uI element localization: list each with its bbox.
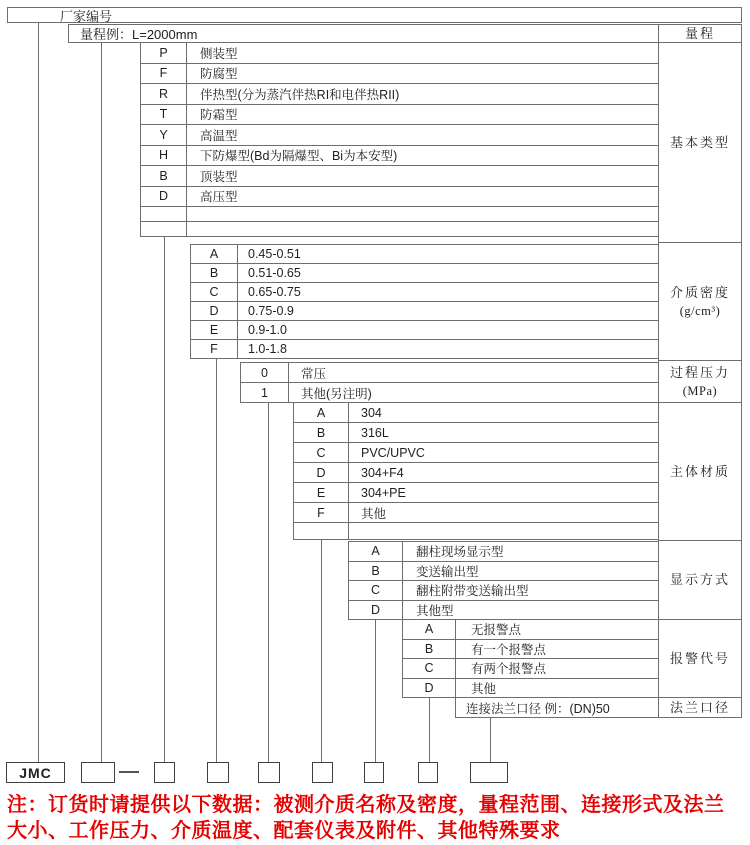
- connector-line-display: [375, 620, 376, 762]
- connector-line-alarm: [429, 698, 430, 762]
- code-box-display: [364, 762, 384, 783]
- table-row: [191, 283, 658, 302]
- table-row: [294, 423, 658, 443]
- desc-cell: 有一个报警点: [471, 642, 547, 657]
- code-cell: A: [349, 542, 403, 561]
- desc-cell: 下防爆型(Bd为隔爆型、Bi为本安型): [200, 149, 398, 164]
- code-cell: D: [403, 679, 456, 698]
- code-cell: D: [349, 601, 403, 620]
- desc-cell: 其他: [471, 681, 497, 696]
- desc-cell: PVC/UPVC: [361, 445, 425, 460]
- code-cell: R: [141, 84, 187, 104]
- factory-code-box: [7, 7, 742, 23]
- desc-cell: 翻柱附带变送输出型: [416, 584, 529, 599]
- empty-row: [294, 523, 658, 540]
- table-row: [403, 620, 658, 640]
- desc-cell: 变送输出型: [416, 564, 479, 579]
- table-row: [141, 43, 658, 64]
- code-cell: C: [403, 659, 456, 678]
- code-cell: C: [191, 283, 238, 301]
- density-table: [190, 244, 658, 359]
- connector-line-factory: [38, 23, 39, 762]
- desc-cell: 304: [361, 405, 382, 420]
- connector-line-basic: [164, 237, 165, 762]
- flange-desc: 连接法兰口径 例：(DN)50: [466, 701, 610, 716]
- table-row: [403, 640, 658, 660]
- table-row: [294, 483, 658, 503]
- table-row: [191, 340, 658, 359]
- code-cell: A: [191, 245, 238, 263]
- label-cell-display: 显示方式: [659, 541, 741, 620]
- code-cell: B: [403, 640, 456, 659]
- code-cell: F: [294, 503, 349, 522]
- code-cell: F: [141, 64, 187, 84]
- desc-cell: 翻柱现场显示型: [416, 545, 504, 560]
- label-cell-alarm: 报警代号: [659, 620, 741, 698]
- desc-cell: 高压型: [200, 190, 238, 205]
- range-example-text: 量程例：L=2000mm: [80, 27, 198, 42]
- code-cell: E: [294, 483, 349, 502]
- code-box-material: [312, 762, 333, 783]
- desc-cell: 304+F4: [361, 465, 404, 480]
- label-cell-basic-type: 基本类型: [659, 43, 741, 243]
- code-cell: P: [141, 43, 187, 63]
- code-box-density: [207, 762, 229, 783]
- table-row: [191, 302, 658, 321]
- pressure-table: [240, 362, 658, 403]
- label-cell-flange: 法兰口径: [659, 698, 741, 718]
- flange-row: [455, 697, 658, 718]
- factory-code-label: 厂家编号: [60, 8, 113, 24]
- code-cell: B: [294, 423, 349, 442]
- basic-type-table: [140, 42, 658, 237]
- code-cell: E: [191, 321, 238, 339]
- connector-line-flange: [490, 718, 491, 762]
- table-row: [349, 562, 658, 582]
- table-row: [294, 403, 658, 423]
- desc-cell: 伴热型(分为蒸汽伴热RI和电伴热RII): [200, 87, 400, 102]
- code-cell: D: [294, 463, 349, 482]
- desc-cell: 无报警点: [471, 623, 522, 638]
- code-cell: 1: [241, 383, 289, 402]
- label-cell-material: 主体材质: [659, 403, 741, 541]
- code-cell: D: [141, 187, 187, 207]
- label-column: [658, 24, 742, 718]
- code-cell: B: [191, 264, 238, 282]
- connector-line-density: [216, 359, 217, 762]
- code-box-flange: [470, 762, 508, 783]
- table-row: [294, 503, 658, 523]
- code-cell: T: [141, 105, 187, 125]
- desc-cell: 0.65-0.75: [248, 285, 301, 299]
- desc-cell: 顶装型: [200, 169, 238, 184]
- code-cell: A: [403, 620, 456, 639]
- desc-cell: 304+PE: [361, 485, 406, 500]
- code-box-pressure: [258, 762, 280, 783]
- table-row: [294, 443, 658, 463]
- label-cell-density: 介质密度 (g/cm³): [659, 243, 741, 361]
- table-row: [141, 84, 658, 105]
- desc-cell: 防腐型: [200, 67, 238, 82]
- connector-line-pressure: [268, 403, 269, 762]
- desc-cell: 0.45-0.51: [248, 247, 301, 261]
- empty-row: [141, 222, 658, 237]
- model-prefix: JMC: [19, 764, 52, 781]
- code-box-prefix: [6, 762, 65, 783]
- table-row: [403, 659, 658, 679]
- table-row: [349, 601, 658, 621]
- alarm-table: [402, 619, 658, 698]
- table-row: [141, 125, 658, 146]
- dash-separator: [119, 771, 139, 773]
- desc-cell: 侧装型: [200, 46, 238, 61]
- table-row: [141, 166, 658, 187]
- table-row: [141, 146, 658, 167]
- code-cell: C: [349, 581, 403, 600]
- table-row: [191, 245, 658, 264]
- note-line-1: 注：订货时请提供以下数据：被测介质名称及密度，量程范围、连接形式及法兰: [7, 794, 725, 816]
- label-cell-range: 量程: [659, 25, 741, 43]
- code-cell: Y: [141, 125, 187, 145]
- desc-cell: 其他(另注明): [301, 386, 372, 401]
- table-row: [141, 105, 658, 126]
- range-row: [68, 24, 658, 43]
- table-row: [349, 581, 658, 601]
- table-row: [141, 187, 658, 208]
- table-row: [294, 463, 658, 483]
- note-line-2: 大小、工作压力、介质温度、配套仪表及附件、其他特殊要求: [7, 820, 561, 842]
- table-row: [191, 264, 658, 283]
- empty-row: [141, 207, 658, 222]
- desc-cell: 其他型: [416, 603, 454, 618]
- table-row: [403, 679, 658, 699]
- table-row: [141, 64, 658, 85]
- code-cell: B: [349, 562, 403, 581]
- connector-line-range: [101, 43, 102, 762]
- desc-cell: 316L: [361, 425, 389, 440]
- table-row: [241, 363, 658, 383]
- material-table: [293, 402, 658, 540]
- connector-line-material: [321, 540, 322, 762]
- desc-cell: 0.75-0.9: [248, 304, 294, 318]
- desc-cell: 0.51-0.65: [248, 266, 301, 280]
- table-row: [349, 542, 658, 562]
- code-cell: D: [191, 302, 238, 320]
- table-row: [191, 321, 658, 340]
- desc-cell: 防霜型: [200, 108, 238, 123]
- code-cell: A: [294, 403, 349, 422]
- display-mode-table: [348, 541, 658, 620]
- code-box-alarm: [418, 762, 438, 783]
- desc-cell: 常压: [301, 366, 327, 381]
- desc-cell: 有两个报警点: [471, 662, 547, 677]
- code-cell: F: [191, 340, 238, 358]
- order-note: [7, 792, 743, 844]
- label-cell-pressure: 过程压力 (MPa): [659, 361, 741, 403]
- code-cell: H: [141, 146, 187, 166]
- desc-cell: 1.0-1.8: [248, 342, 287, 356]
- code-box-basic-type: [154, 762, 175, 783]
- table-row: [241, 383, 658, 403]
- desc-cell: 高温型: [200, 128, 238, 143]
- desc-cell: 0.9-1.0: [248, 323, 287, 337]
- desc-cell: 其他: [361, 506, 387, 521]
- code-box-range: [81, 762, 115, 783]
- code-cell: 0: [241, 363, 289, 382]
- code-cell: B: [141, 166, 187, 186]
- code-cell: C: [294, 443, 349, 462]
